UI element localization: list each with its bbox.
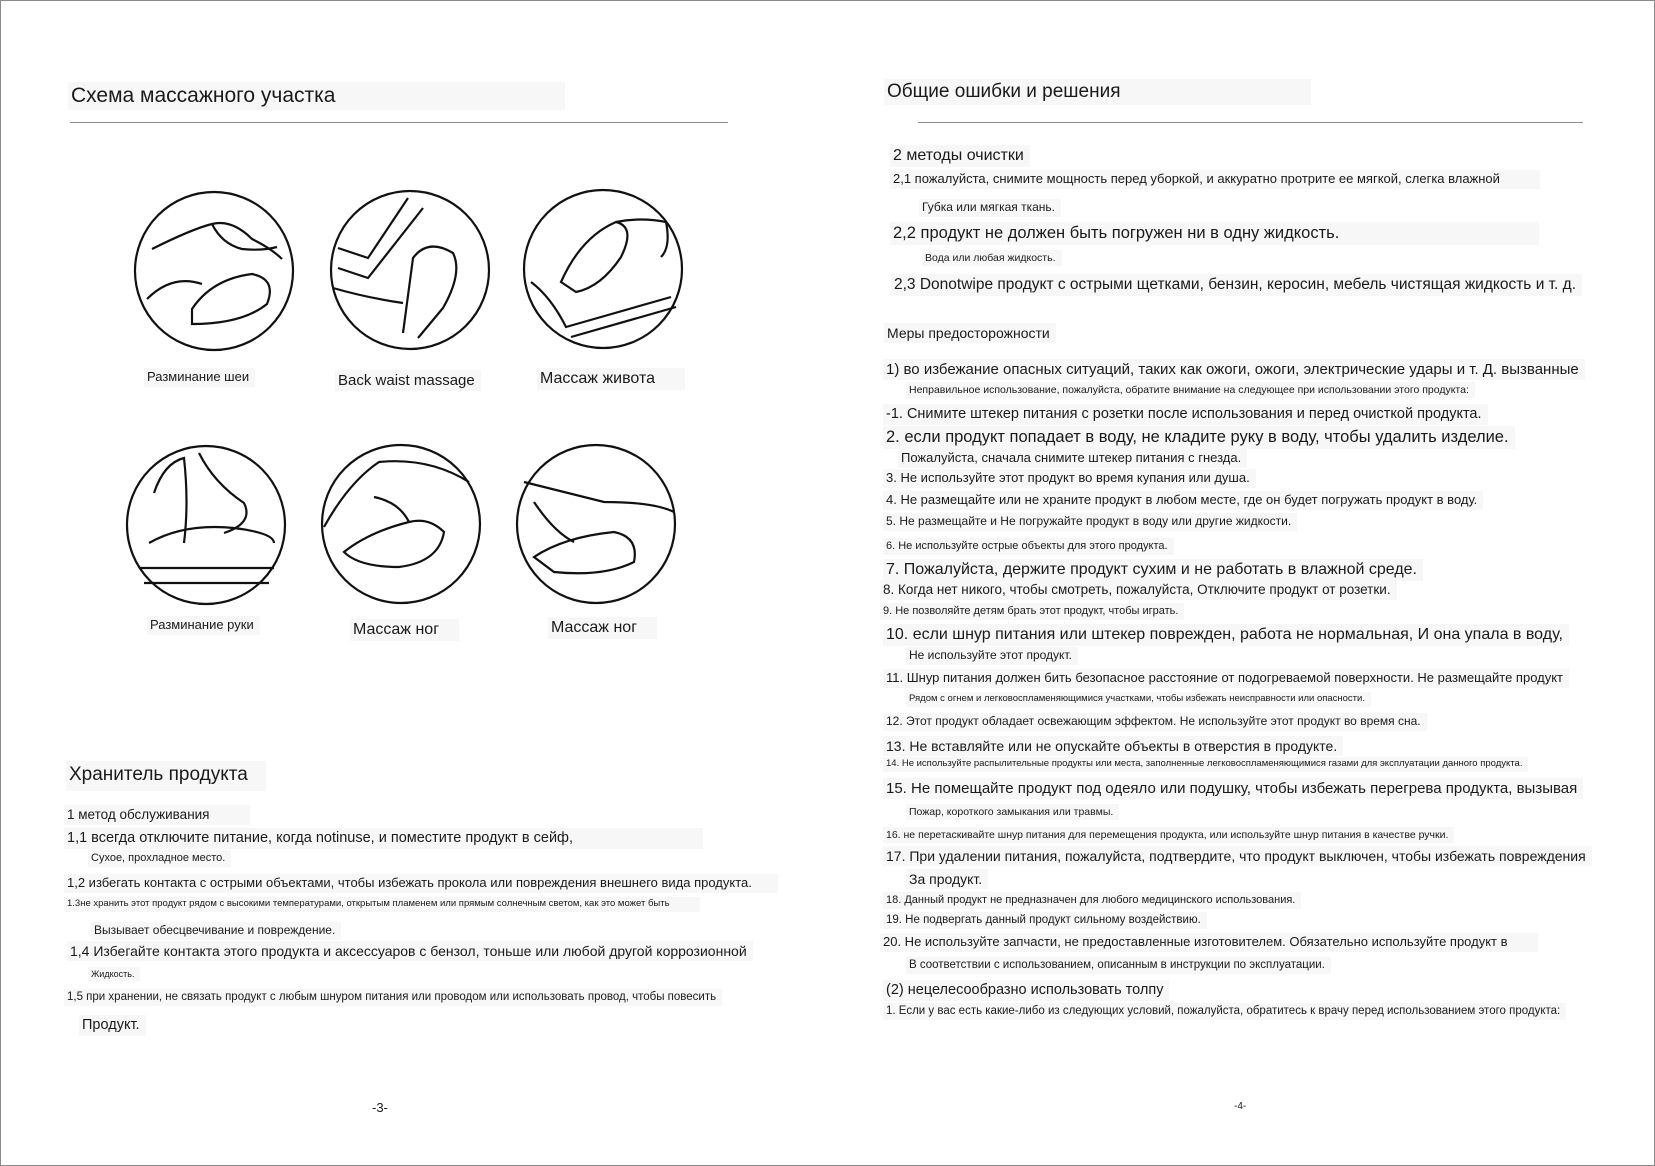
precaution-line: 17. При удалении питания, пожалуйста, подтвердите, что продукт выключен, чтобы избежать повреждения (883, 846, 1592, 866)
storage-line: Вызывает обесцвечивание и повреждение. (91, 922, 341, 940)
cleaning-line: 2,1 пожалуйста, снимите мощность перед уборкой, и аккуратно протрите ее мягкой, слегка влажной (890, 170, 1540, 189)
precaution-line: 9. Не позволяйте детям брать этот продукт, чтобы играть. (880, 603, 1184, 620)
storage-line: 1,5 при хранении, не связать продукт с любым шнуром питания или проводом или использовать провод, чтобы повесить (64, 989, 722, 1006)
leg-massage-icon (319, 442, 483, 606)
storage-line: Сухое, прохладное место. (88, 850, 231, 867)
precaution-line: 10. если шнур питания или штекер поврежден, работа не нормальная, И она упала в воду, (883, 624, 1569, 646)
arm-massage-icon (124, 443, 288, 607)
back-waist-massage-icon (328, 188, 492, 352)
precaution-line: Неправильное использование, пожалуйста, обратите внимание на следующее при использовании этого продукта: (906, 382, 1475, 398)
precaution-line: 7. Пожалуйста, держите продукт сухим и не работать в влажной среде. (883, 559, 1423, 581)
page-title: Схема массажного участка (68, 82, 565, 110)
cleaning-line: 2,3 Donotwipe продукт с острыми щетками, бензин, керосин, мебель чистящая жидкость и т. д. (891, 274, 1582, 296)
precaution-line: 19. Не подвергать данный продукт сильному воздействию. (883, 912, 1207, 929)
storage-line: 1.3не хранить этот продукт рядом с высокими температурами, открытым пламенем или прямым солнечным светом, как это может быть (64, 897, 700, 912)
precaution-line: 16. не перетаскивайте шнур питания для перемещения продукта, или используйте шнур питания в качестве ручки. (883, 827, 1454, 843)
cleaning-line: 2,2 продукт не должен быть погружен ни в одну жидкость. (890, 222, 1539, 245)
precaution-line: 6. Не используйте острые объекты для этого продукта. (883, 538, 1174, 555)
page-number-left: -3- (372, 1100, 388, 1115)
precaution-line: 15. Не помещайте продукт под одеяло или подушку, чтобы избежать перегрева продукта, вызывая (883, 778, 1583, 799)
illustration-label-neck: Разминание шеи (144, 368, 255, 387)
illustration-label-abdomen: Массаж живота (537, 368, 685, 390)
precaution-line: 4. Не размещайте или не храните продукт в любом месте, где он будет погружать продукт в воду. (883, 491, 1483, 510)
precaution-line: 3. Не используйте этот продукт во время купания или душа. (883, 469, 1256, 488)
precaution-line: 5. Не размещайте и Не погружайте продукт в воду или другие жидкости. (883, 513, 1297, 531)
precaution-line: 14. Не используйте распылительные продукты или места, заполненные легковоспламеняющимися газами для эксплуатации данного продукта. (883, 757, 1528, 772)
precautions-heading: Меры предосторожности (884, 323, 1056, 343)
storage-heading: Хранитель продукта (66, 761, 266, 791)
storage-line: Продукт. (79, 1015, 146, 1036)
precaution-line: 2. если продукт попадает в воду, не кладите руку в воду, чтобы удалить изделие. (883, 426, 1515, 449)
title-divider-right (918, 122, 1583, 123)
foot-massage-icon (514, 442, 678, 606)
page-title-right: Общие ошибки и решения (884, 79, 1311, 105)
precaution-line: 18. Данный продукт не предназначен для любого медицинского использования. (883, 892, 1301, 909)
page-number-right: -4- (1234, 1101, 1247, 1112)
precaution-line: 1) во избежание опасных ситуаций, таких как ожоги, ожоги, электрические удары и т. Д. вызванные (883, 359, 1585, 380)
precaution-line: Пожар, короткого замыкания или травмы. (906, 804, 1119, 820)
precaution-line: (2) нецелесообразно использовать толпу (883, 980, 1169, 1001)
precaution-line: 11. Шнур питания должен бить безопасное расстояние от подогреваемой поверхности. Не размещайте продукт (883, 669, 1569, 688)
illustration-label-arm: Разминание руки (147, 616, 260, 635)
storage-line: 1,1 всегда отключите питание, когда notinuse, и поместите продукт в сейф, (64, 828, 703, 849)
storage-line: 1,4 Избегайте контакта этого продукта и аксессуаров с бензол, тоньше или любой другой коррозионной (67, 941, 753, 961)
storage-line: Жидкость. (88, 967, 140, 981)
cleaning-line: Вода или любая жидкость. (922, 250, 1062, 266)
illustration-label-back: Back waist massage (335, 370, 481, 391)
precaution-line: Не используйте этот продукт. (906, 647, 1078, 665)
cleaning-line: Губка или мягкая ткань. (919, 199, 1061, 217)
illustration-label-foot: Массаж ног (548, 617, 657, 639)
storage-line: 1 метод обслуживания (64, 805, 250, 825)
precaution-line: За продукт. (906, 869, 988, 889)
precaution-line: 20. Не используйте запчасти, не предоставленные изготовителем. Обязательно используйте продукт в (880, 933, 1538, 952)
precaution-line: -1. Снимите штекер питания с розетки после использования и перед очисткой продукта. (883, 404, 1488, 425)
precaution-line: 12. Этот продукт обладает освежающим эффектом. Не используйте этот продукт во время сна. (883, 713, 1427, 731)
precaution-line: 1. Если у вас есть какие-либо из следующих условий, пожалуйста, обратитесь к врачу перед использованием этого продукта: (883, 1003, 1566, 1020)
abdomen-massage-icon (521, 187, 685, 351)
illustration-label-leg: Массаж ног (350, 619, 459, 641)
precaution-line: Рядом с огнем и легковоспламеняющимися участками, чтобы избежать неисправности или опасности. (906, 692, 1371, 707)
neck-massage-icon (132, 189, 296, 353)
precaution-line: 13. Не вставляйте или не опускайте объекты в отверстия в продукте. (883, 736, 1343, 756)
precaution-line: 8. Когда нет никого, чтобы смотреть, пожалуйста, Отключите продукт от розетки. (880, 580, 1397, 600)
cleaning-heading: 2 методы очистки (890, 145, 1030, 167)
precaution-line: В соответствии с использованием, описанным в инструкции по эксплуатации. (906, 957, 1331, 974)
precaution-line: Пожалуйста, сначала снимите штекер питания с гнезда. (898, 449, 1247, 468)
storage-line: 1,2 избегать контакта с острыми объектами, чтобы избежать прокола или повреждения внешнего вида продукта. (64, 874, 778, 893)
title-divider (70, 122, 728, 123)
